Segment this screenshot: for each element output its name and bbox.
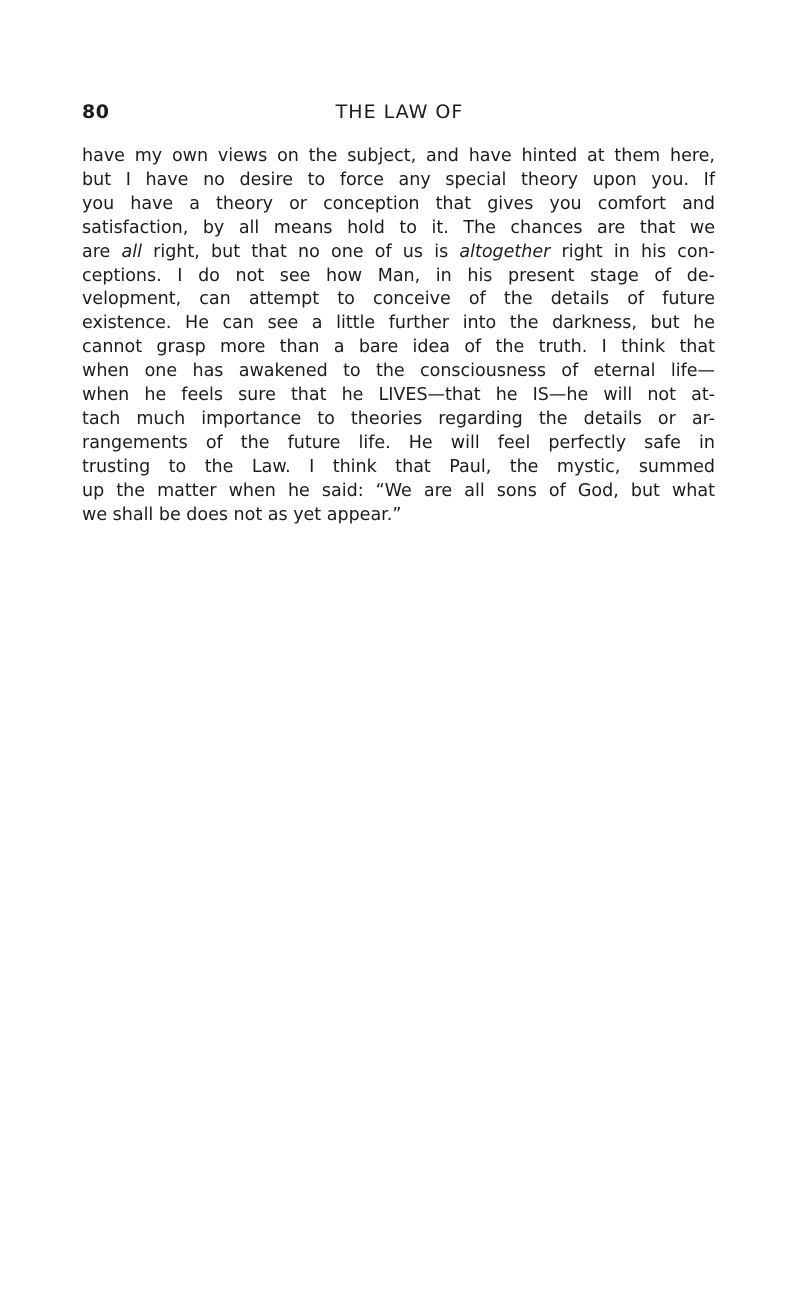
text-line bbox=[82, 241, 715, 265]
text-line: ceptions. I do not see how Man, in his present stage of de- bbox=[82, 265, 715, 286]
page-number: 80 bbox=[82, 101, 110, 123]
text-line: we shall be does not as yet appear.” bbox=[82, 504, 402, 525]
text-line: velopment, can attempt to conceive of the details of future bbox=[82, 289, 715, 310]
text-line: up the matter when he said: “We are all sons of God, but what bbox=[82, 480, 715, 501]
text-line: but I have no desire to force any special theory upon you. If bbox=[82, 169, 715, 190]
running-head bbox=[82, 100, 717, 124]
body-paragraph bbox=[82, 145, 715, 528]
text-line: existence. He can see a little further into the darkness, but he bbox=[82, 313, 715, 334]
text-line: have my own views on the subject, and have hinted at them here, bbox=[82, 146, 715, 166]
text-line: cannot grasp more than a bare idea of the truth. I think that bbox=[82, 337, 715, 358]
text-line: satisfaction, by all means hold to it. The chances are that we bbox=[82, 217, 715, 238]
text-line: you have a theory or conception that gives you comfort and bbox=[82, 193, 715, 214]
text-line: rangements of the future life. He will feel perfectly safe in bbox=[82, 432, 715, 453]
text-run: right, but that no one of us is bbox=[141, 241, 460, 262]
text-line: when one has awakened to the consciousness of eternal life— bbox=[82, 361, 715, 382]
italic-emphasis: all bbox=[121, 241, 142, 262]
text-line: tach much importance to theories regarding the details or ar- bbox=[82, 408, 715, 429]
italic-emphasis: altogether bbox=[459, 241, 551, 262]
text-run: are bbox=[82, 241, 122, 262]
text-run: right in his con- bbox=[550, 241, 715, 262]
text-line: when he feels sure that he LIVES—that he IS—he will not at- bbox=[82, 385, 715, 406]
running-title: THE LAW OF bbox=[335, 101, 464, 123]
text-line: trusting to the Law. I think that Paul, the mystic, summed bbox=[82, 456, 715, 477]
